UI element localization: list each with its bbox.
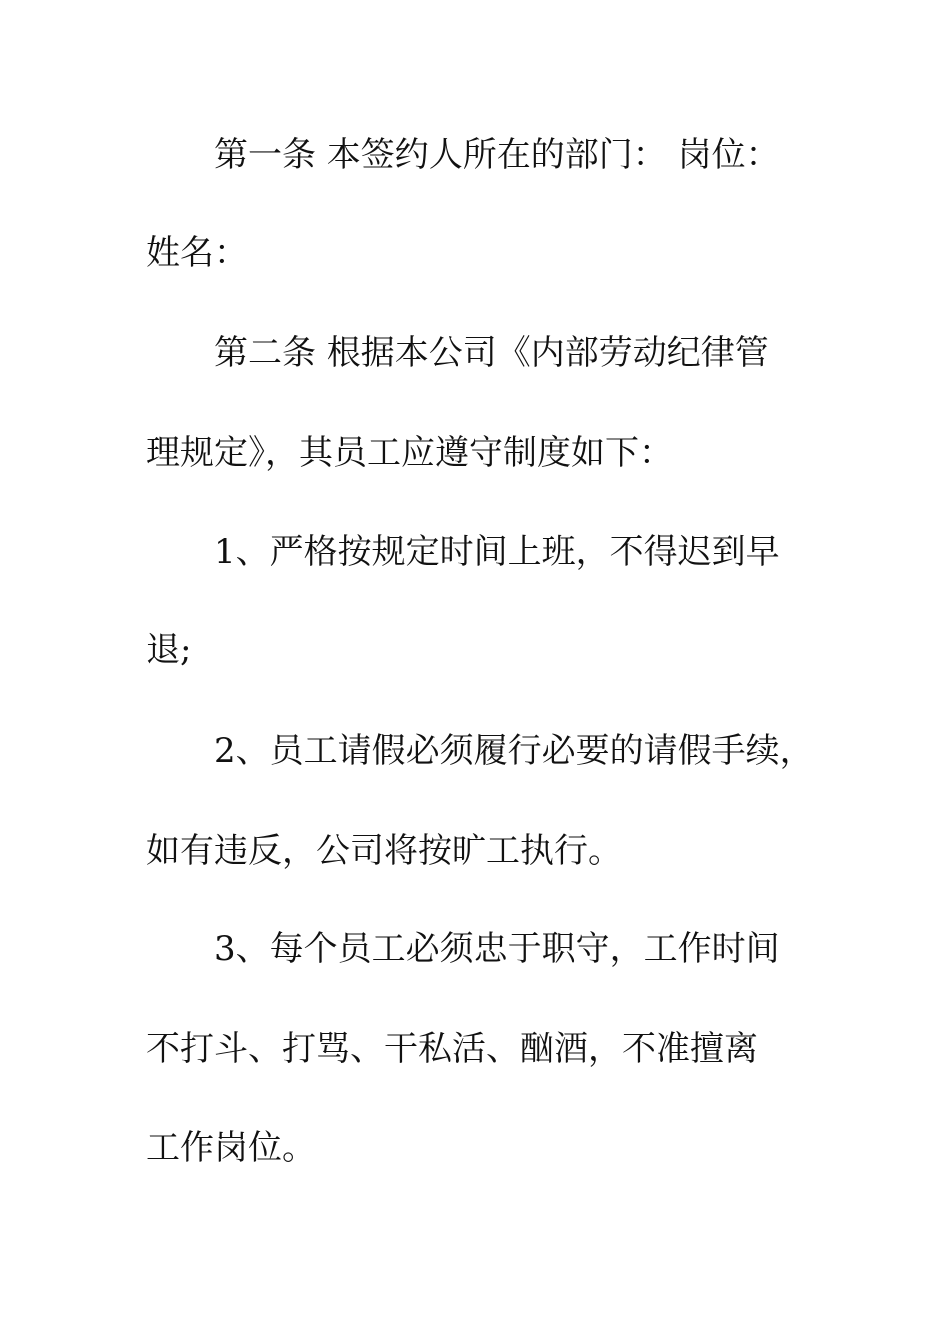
rule-1-line-1: 1、严格按规定时间上班，不得迟到早 [214,532,780,572]
article-1-line-1: 第一条 本签约人所在的部门： 岗位： [214,135,780,175]
rule-3-line-3: 工作岗位。 [146,1128,316,1168]
article-1-line-2: 姓名： [146,233,248,273]
article-2-line-1: 第二条 根据本公司《内部劳动纪律管 [214,333,769,373]
rule-2-line-1: 2、员工请假必须履行必要的请假手续， [214,731,814,771]
rule-1-line-2: 退; [146,630,192,670]
article-2-line-2: 理规定》，其员工应遵守制度如下： [146,433,673,473]
rule-3-line-2: 不打斗、打骂、干私活、酗酒，不准擅离 [146,1029,758,1069]
rule-3-line-1: 3、每个员工必须忠于职守，工作时间 [214,929,780,969]
rule-2-line-2: 如有违反，公司将按旷工执行。 [146,831,622,871]
